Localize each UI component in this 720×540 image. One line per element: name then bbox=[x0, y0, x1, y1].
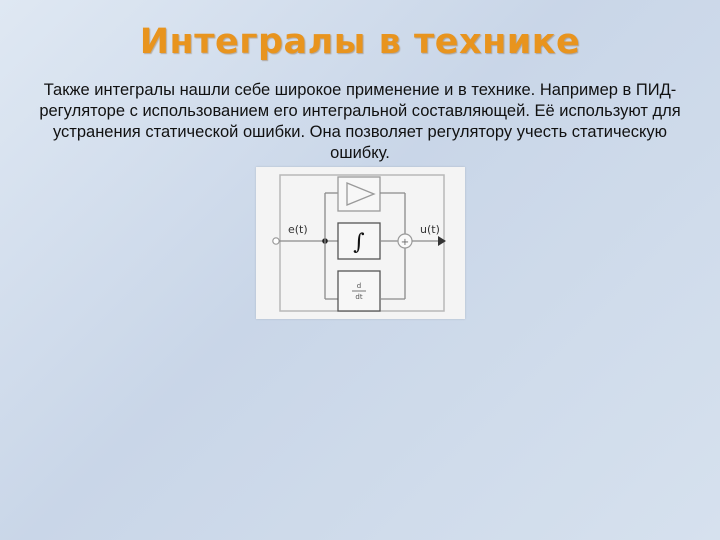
derivative-top: d bbox=[356, 282, 362, 290]
input-terminal bbox=[273, 238, 279, 244]
output-label: u(t) bbox=[420, 223, 440, 236]
sum-symbol: + bbox=[400, 237, 410, 248]
slide-paragraph: Также интегралы нашли себе широкое применение и в технике. Например в ПИД-регуляторе с использованием его интегральной составляющей. Её используют для устранения статической ошибки. Она позволяет регулятору учесть статическую ошибку. bbox=[39, 81, 681, 162]
pid-diagram bbox=[256, 167, 465, 319]
integral-symbol: ∫ bbox=[353, 230, 365, 255]
derivative-bottom: dt bbox=[355, 293, 363, 301]
pid-diagram-svg bbox=[256, 167, 465, 319]
input-label: e(t) bbox=[288, 223, 308, 236]
output-arrow-icon bbox=[438, 236, 446, 246]
slide-title: Интегралы в технике bbox=[139, 22, 581, 62]
